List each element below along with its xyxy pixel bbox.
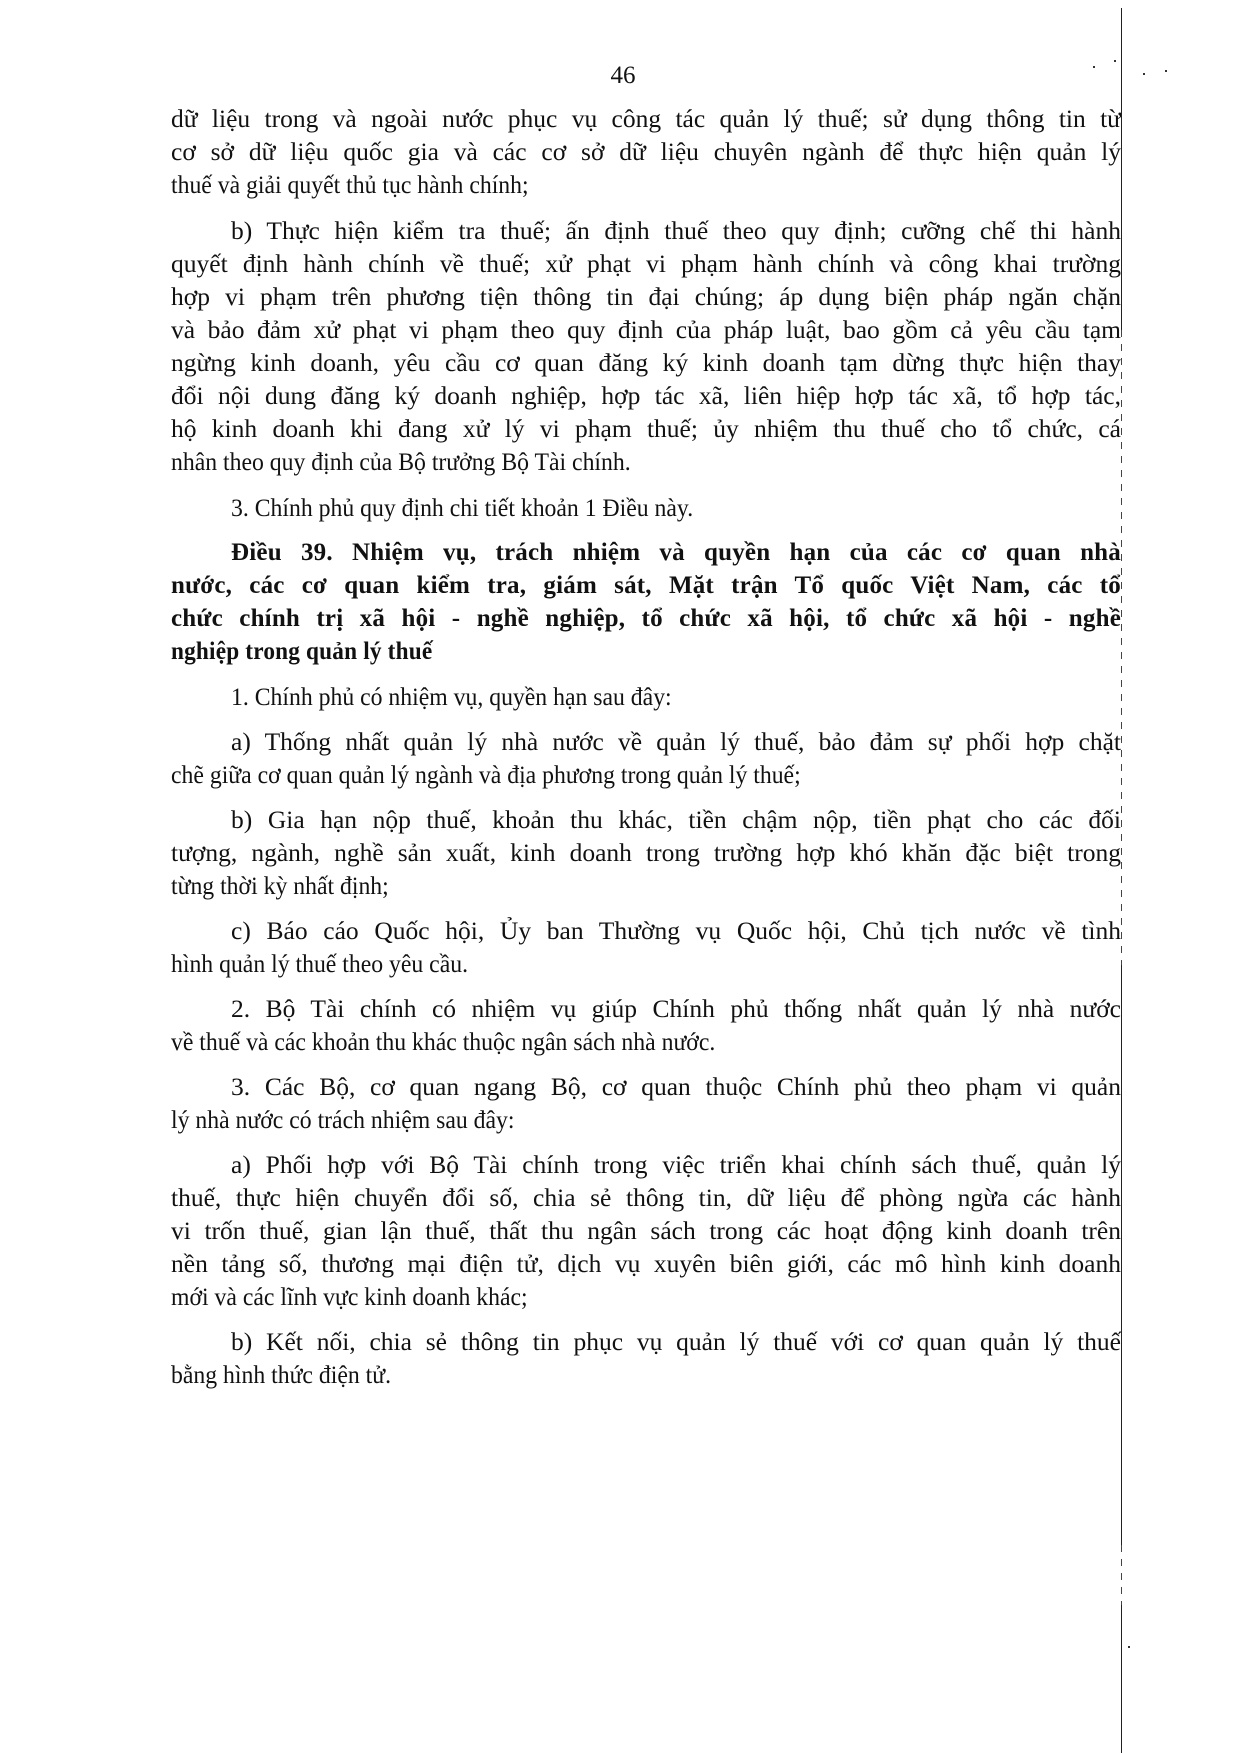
text-line: a) Thống nhất quản lý nhà nước về quản lý thuế, bảo đảm sự phối hợp chặt xyxy=(231,727,1121,756)
scan-edge-line-dashed xyxy=(1121,330,1122,965)
text-line: chẽ giữa cơ quan quản lý ngành và địa phương trong quản lý thuế; xyxy=(171,760,801,789)
text-line: b) Gia hạn nộp thuế, khoản thu khác, tiền chậm nộp, tiền phạt cho các đối xyxy=(231,805,1121,834)
text-line: hợp vi phạm trên phương tiện thông tin đại chúng; áp dụng biện pháp ngăn chặn xyxy=(171,282,1121,311)
text-line: 3. Chính phủ quy định chi tiết khoản 1 Điều này. xyxy=(231,493,694,522)
article-heading-line: chức chính trị xã hội - nghề nghiệp, tổ chức xã hội, tổ chức xã hội - nghề xyxy=(171,605,1121,632)
scan-edge-line xyxy=(1121,1605,1122,1753)
text-line: nhân theo quy định của Bộ trưởng Bộ Tài chính. xyxy=(171,447,631,476)
article-heading-line: nước, các cơ quan kiểm tra, giám sát, Mặt trận Tổ quốc Việt Nam, các tổ xyxy=(171,572,1121,599)
text-line: về thuế và các khoản thu khác thuộc ngân sách nhà nước. xyxy=(171,1027,716,1056)
text-line: a) Phối hợp với Bộ Tài chính trong việc triển khai chính sách thuế, quản lý xyxy=(231,1150,1121,1179)
text-line: 1. Chính phủ có nhiệm vụ, quyền hạn sau đây: xyxy=(231,682,672,711)
article-heading-line: Điều 39. Nhiệm vụ, trách nhiệm và quyền hạn của các cơ quan nhà xyxy=(231,539,1121,566)
text-line: hình quản lý thuế theo yêu cầu. xyxy=(171,949,469,978)
text-line: tượng, ngành, nghề sản xuất, kinh doanh trong trường hợp khó khăn đặc biệt trong xyxy=(171,838,1121,867)
text-line: vi trốn thuế, gian lận thuế, thất thu ngân sách trong các hoạt động kinh doanh trên xyxy=(171,1216,1121,1245)
text-line: lý nhà nước có trách nhiệm sau đây: xyxy=(171,1105,515,1134)
text-line: b) Thực hiện kiểm tra thuế; ấn định thuế theo quy định; cưỡng chế thi hành xyxy=(231,216,1121,245)
scan-speck xyxy=(1114,60,1116,62)
text-line: đổi nội dung đăng ký doanh nghiệp, hợp tác xã, liên hiệp hợp tác xã, tổ hợp tác, xyxy=(171,381,1121,410)
text-line: hộ kinh doanh khi đang xử lý vi phạm thuế; ủy nhiệm thu thuế cho tổ chức, cá xyxy=(171,414,1121,443)
scan-speck xyxy=(1128,1646,1130,1648)
scan-edge-line xyxy=(1121,8,1122,330)
page-number: 46 xyxy=(610,62,636,89)
scan-edge-line-dashed xyxy=(1121,1545,1122,1605)
text-line: 2. Bộ Tài chính có nhiệm vụ giúp Chính phủ thống nhất quản lý nhà nước xyxy=(231,994,1121,1023)
text-line: quyết định hành chính về thuế; xử phạt vi phạm hành chính và công khai trường xyxy=(171,249,1121,278)
text-line: b) Kết nối, chia sẻ thông tin phục vụ quản lý thuế với cơ quan quản lý thuế xyxy=(231,1327,1121,1356)
text-line: c) Báo cáo Quốc hội, Ủy ban Thường vụ Quốc hội, Chủ tịch nước về tình xyxy=(231,916,1121,945)
text-line: và bảo đảm xử phạt vi phạm theo quy định của pháp luật, bao gồm cả yêu cầu tạm xyxy=(171,315,1121,344)
text-line: cơ sở dữ liệu quốc gia và các cơ sở dữ liệu chuyên ngành để thực hiện quản lý xyxy=(171,137,1121,166)
text-line: thuế, thực hiện chuyển đổi số, chia sẻ thông tin, dữ liệu để phòng ngừa các hành xyxy=(171,1183,1121,1212)
scan-speck xyxy=(1165,70,1167,72)
scan-speck xyxy=(1143,73,1145,75)
text-line: nền tảng số, thương mại điện tử, dịch vụ xuyên biên giới, các mô hình kinh doanh xyxy=(171,1249,1121,1278)
text-line: mới và các lĩnh vực kinh doanh khác; xyxy=(171,1282,528,1311)
article-heading-line: nghiệp trong quản lý thuế xyxy=(171,638,433,665)
scan-edge-line xyxy=(1121,965,1122,1545)
text-line: thuế và giải quyết thủ tục hành chính; xyxy=(171,170,529,199)
text-line: 3. Các Bộ, cơ quan ngang Bộ, cơ quan thuộc Chính phủ theo phạm vi quản xyxy=(231,1072,1121,1101)
text-line: dữ liệu trong và ngoài nước phục vụ công tác quản lý thuế; sử dụng thông tin từ xyxy=(171,104,1121,133)
text-line: từng thời kỳ nhất định; xyxy=(171,871,389,900)
text-line: bằng hình thức điện tử. xyxy=(171,1360,392,1389)
text-line: ngừng kinh doanh, yêu cầu cơ quan đăng ký kinh doanh tạm dừng thực hiện thay xyxy=(171,348,1121,377)
scan-speck xyxy=(1093,66,1095,68)
